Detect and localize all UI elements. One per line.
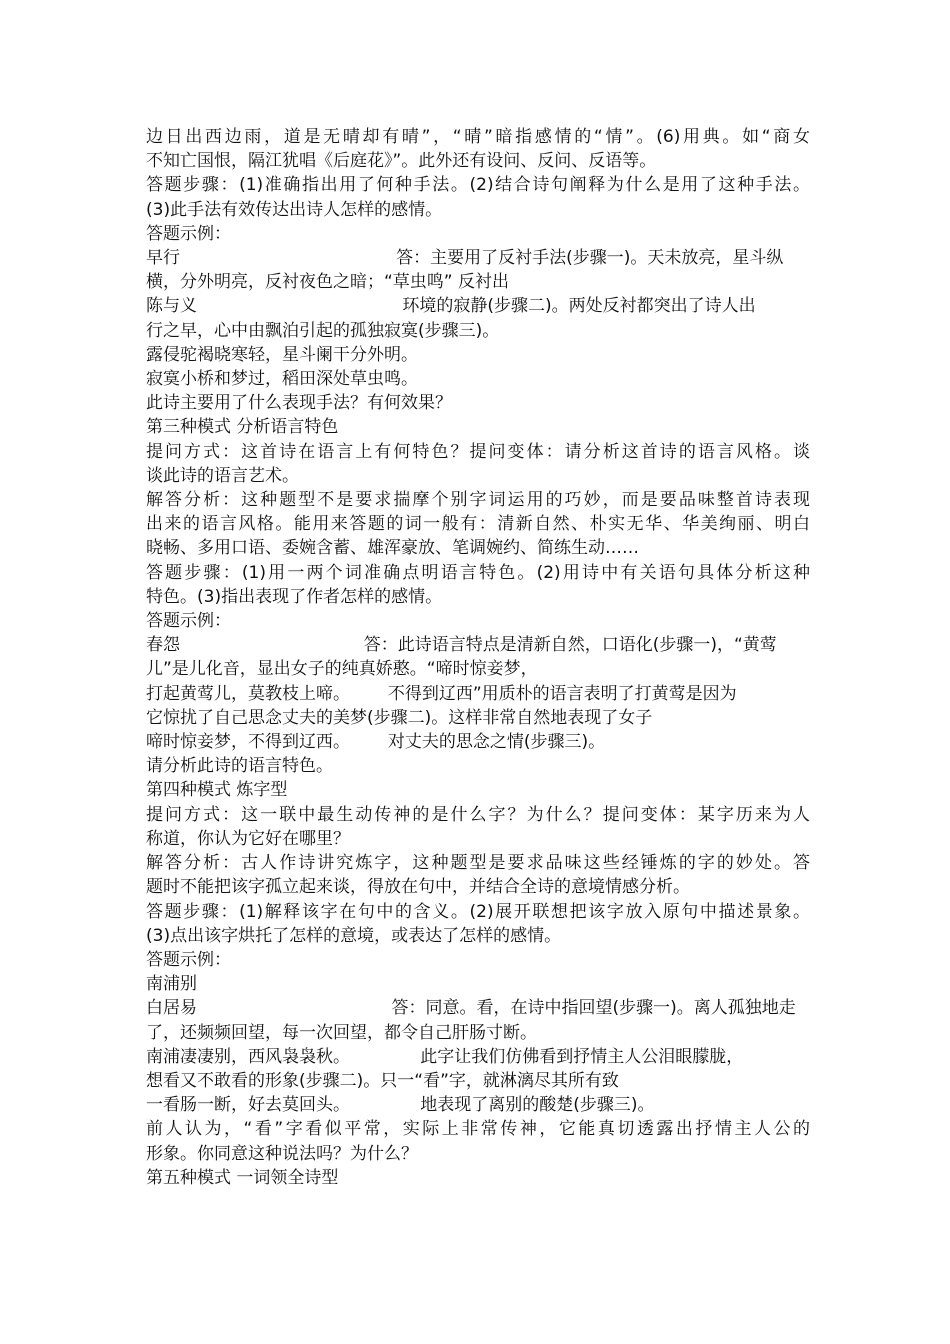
text-line: 横，分外明亮，反衬夜色之暗；“草虫鸣” 反衬出 <box>146 272 510 293</box>
document-page <box>146 125 810 1190</box>
text-line: 答题步骤：(1)准确指出用了何种手法。(2)结合诗句阐释为什么是用了这种手法。 <box>146 175 810 196</box>
text-line: 早行 答：主要用了反衬手法(步骤一)。天未放亮，星斗纵 <box>146 248 784 269</box>
text-line: 特色。(3)指出表现了作者怎样的感情。 <box>146 586 443 607</box>
text-line: 啼时惊妾梦，不得到辽西。 对丈夫的思念之情(步骤三)。 <box>146 732 606 753</box>
text-line: 请分析此诗的语言特色。 <box>146 756 333 777</box>
text-line: 答题示例： <box>146 949 231 970</box>
text-line: 第五种模式 一词领全诗型 <box>146 1167 339 1188</box>
text-line: 出来的语言风格。能用来答题的词一般有：清新自然、朴实无华、华美绚丽、明白 <box>146 514 810 535</box>
text-line: 此诗主要用了什么表现手法？有何效果？ <box>146 393 452 414</box>
text-line: 南浦别 <box>146 974 197 995</box>
text-line: 打起黄莺儿，莫教枝上啼。 不得到辽西”用质朴的语言表明了打黄莺是因为 <box>146 683 737 704</box>
text-line: 答题示例： <box>146 611 231 632</box>
text-line: 形象。你同意这种说法吗？为什么？ <box>146 1143 418 1164</box>
text-line: 答题步骤：(1)解释该字在句中的含义。(2)展开联想把该字放入原句中描述景象。 <box>146 901 810 922</box>
text-line: 解答分析：古人作诗讲究炼字，这种题型是要求品味这些经锤炼的字的妙处。答 <box>146 853 810 874</box>
text-line: (3)此手法有效传达出诗人怎样的感情。 <box>146 199 443 220</box>
text-line: (3)点出该字烘托了怎样的意境，或表达了怎样的感情。 <box>146 925 562 946</box>
text-line: 题时不能把该字孤立起来谈，得放在句中，并结合全诗的意境情感分析。 <box>146 877 690 898</box>
text-line: 谈此诗的语言艺术。 <box>146 465 299 486</box>
text-line: 想看又不敢看的形象(步骤二)。只一“看”字，就淋漓尽其所有致 <box>146 1070 619 1091</box>
text-line: 晓畅、多用口语、委婉含蓄、雄浑豪放、笔调婉约、简练生动…… <box>146 538 639 559</box>
text-line: 儿”是儿化音，显出女子的纯真娇憨。“啼时惊妾梦， <box>146 659 538 680</box>
text-line: 第三种模式 分析语言特色 <box>146 417 339 438</box>
text-line: 露侵驼褐晓寒轻，星斗阑干分外明。 <box>146 344 418 365</box>
text-line: 提问方式：这首诗在语言上有何特色？提问变体：请分析这首诗的语言风格。谈 <box>146 441 810 462</box>
text-line: 称道，你认为它好在哪里？ <box>146 828 350 849</box>
text-line: 了，还频频回望，每一次回望，都令自己肝肠寸断。 <box>146 1022 537 1043</box>
text-line: 不知亡国恨，隔江犹唱《后庭花》”。此外还有设问、反问、反语等。 <box>146 151 657 172</box>
text-line: 行之早，心中由飘泊引起的孤独寂寞(步骤三)。 <box>146 320 500 341</box>
text-line: 它惊扰了自己思念丈夫的美梦(步骤二)。这样非常自然地表现了女子 <box>146 707 653 728</box>
text-line: 陈与义 环境的寂静(步骤二)。两处反衬都突出了诗人出 <box>146 296 756 317</box>
text-line: 白居易 答：同意。看，在诗中指回望(步骤一)。离人孤独地走 <box>146 998 796 1019</box>
text-line: 寂寞小桥和梦过，稻田深处草虫鸣。 <box>146 369 418 390</box>
text-line: 提问方式：这一联中最生动传神的是什么字？为什么？提问变体：某字历来为人 <box>146 804 810 825</box>
text-line: 第四种模式 炼字型 <box>146 780 288 801</box>
text-line: 南浦凄凄别，西风袅袅秋。 此字让我们仿佛看到抒情主人公泪眼朦胧， <box>146 1046 744 1067</box>
text-line: 答题步骤：(1)用一两个词准确点明语言特色。(2)用诗中有关语句具体分析这种 <box>146 562 810 583</box>
text-line: 一看肠一断，好去莫回头。 地表现了离别的酸楚(步骤三)。 <box>146 1095 655 1116</box>
text-line: 边日出西边雨，道是无晴却有晴”，“晴”暗指感情的“情”。(6)用典。如“商女 <box>146 127 810 147</box>
text-line: 解答分析：这种题型不是要求揣摩个别字词运用的巧妙，而是要品味整首诗表现 <box>146 490 810 511</box>
text-line: 春怨 答：此诗语言特点是清新自然，口语化(步骤一)，“黄莺 <box>146 635 777 656</box>
text-line: 前人认为，“看”字看似平常，实际上非常传神，它能真切透露出抒情主人公的 <box>146 1119 810 1140</box>
text-line: 答题示例： <box>146 223 231 244</box>
